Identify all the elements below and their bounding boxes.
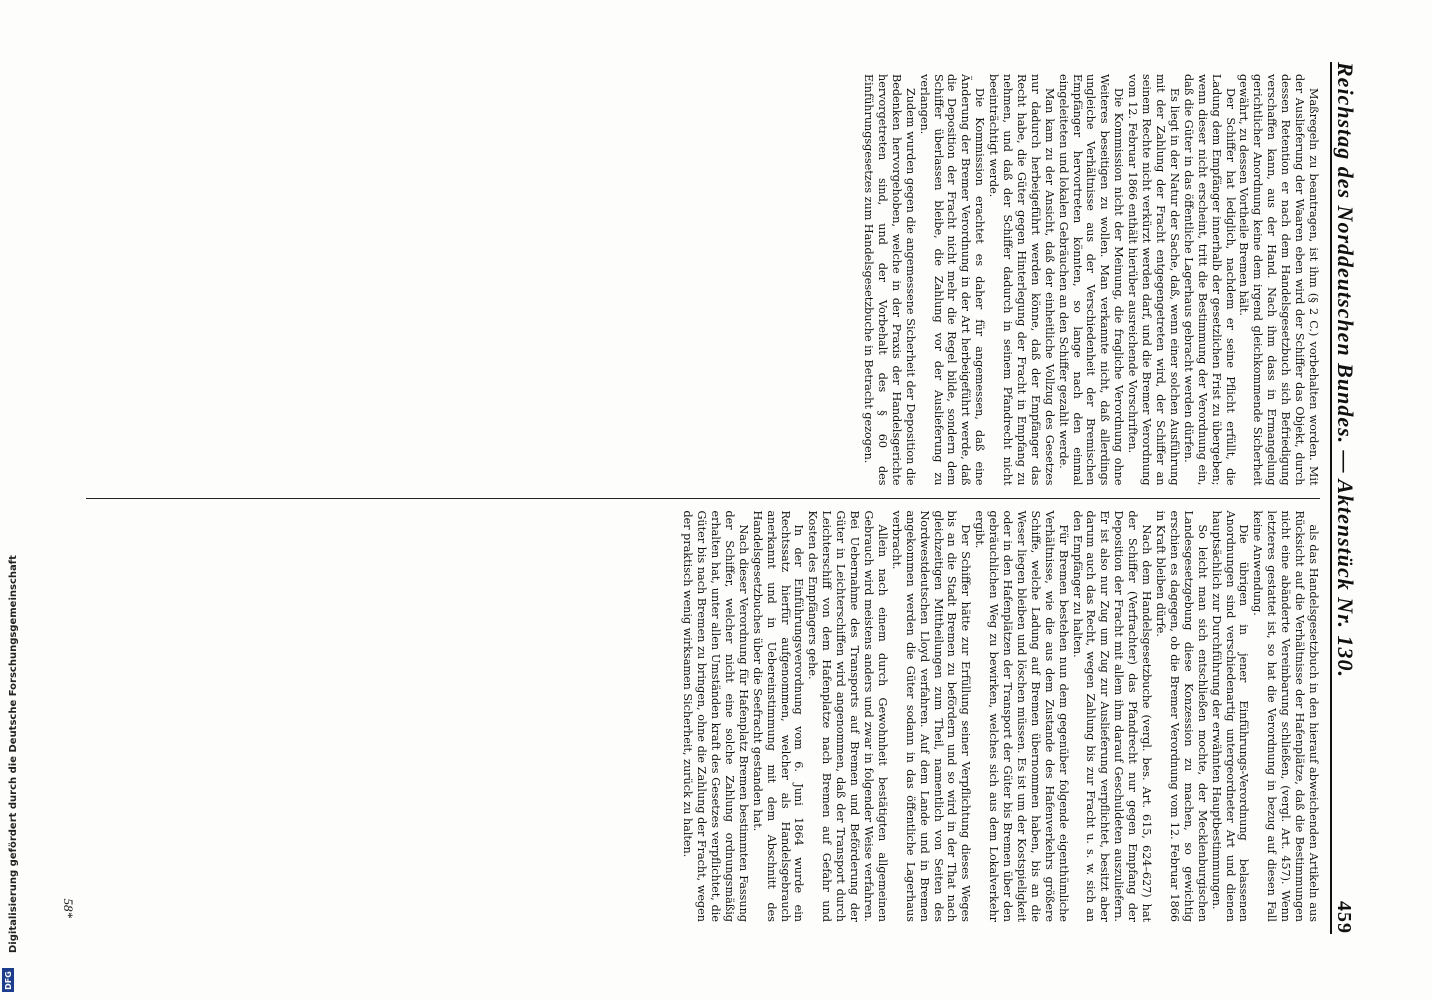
paragraph: Es liegt in der Natur der Sache, daß, wenn einer solchen Ausführung mit der Zahlung der Fracht entgegengetreten wird, der Schiffer an seinem Rechte nicht verkürzt werden darf, und die Bremer Verordnung vom 12. Februar 1866 enthält hierüber ausreichende Vorschriften. [1126, 74, 1181, 486]
paragraph: Die übrigen in jener Einführungs-Verordnung belassenen Anordnungen sind verschiedenartig untergeordneter Art und dienen hauptsächlich zur Durchführung der erwähnten Hauptbestimmungen. [1209, 510, 1251, 922]
paragraph: Maßregeln zu beantragen, ist ihm (§ 2 C.) vorbehalten worden. Mit der Auslieferung der Waaren eben wird der Schiffer das Objekt, durch dessen Retention er nach dem Handelsgesetzbuch sich Befriedigung verschaffen kann, aus der Hand. Nach ihm dass in Ermangelung gerichtlicher Anordnung keine dem irgend gleichkommende Sicherheit gewährt, zu dessen Vortheile Bremen hält. [1237, 74, 1320, 486]
paragraph: Allein nach einem durch Gewohnheit bestätigten allgemeinen Gebrauch wird meistens anders und zwar in folgender Weise verfahren. Bei Uebernahme des Transports auf Bremen und Beförderung der Güter in Leichterschiffen wird angenommen, daß der Transport durch Leichterschiff von dem Hafenplatze nach Bremen auf Gefahr und Kosten des Empfängers gehe. [806, 510, 889, 922]
paragraph: So leicht man sich entschließen mochte, der Mecklenburgischen Landesgesetzgebung diese Konzession zu machen, so gewichtig erschien es dagegen, ob die Bremer Verordnung vom 12. Februar 1866 in Kraft bleiben dürfe. [1154, 510, 1209, 922]
credit-text: Digitalisierung gefördert durch die Deutsche Forschungsgemeinschaft [8, 555, 19, 953]
paragraph: Der Schiffer hätte zur Erfüllung seiner Verpflichtung dieses Weges bis an die Stadt Bremen zu befördern und so wird in der That nach gleichzeitigen Mittheilungen zum Theil, namentlich von Seiten des Nordwestdeutschen Lloyd verfahren. Auf dem Lande und in Bremen angekommen werden die Güter sodann in das öffentliche Lagerhaus verbracht. [889, 510, 973, 922]
column-left [86, 62, 1320, 498]
page-number: 459 [1333, 901, 1355, 934]
paragraph: Nach dem Handelsgesetzbuche (vergl. bes. Art. 615, 624–627) hat der Schiffer (Verfrachter) das Pfandrecht nur gegen Empfang der Deposition der Fracht mit allem ihm darauf Geschuldeten auszuliefern. Er ist also nur Zug um Zug zur Auslieferung verpflichtet, besitzt aber darum auch das Recht, wegen Zahlung bis zur Fracht u. s. w. sich an den Empfänger zu halten. [1070, 510, 1154, 922]
column-right [86, 499, 1320, 935]
paragraph: In der Einführungsverordnung vom 6. Juni 1864 wurde ein Rechtssatz hierfür aufgenommen, welcher als Handelsgebrauch anerkannt und in Uebereinstimmung mit dem Abschnitt des Handelsgesetzbuches über die Seefracht gestanden hat. [750, 510, 806, 922]
sheet-signature: 58* [61, 898, 76, 918]
dfg-logo: DFG [2, 968, 14, 992]
header-title: Reichstag des Norddeutschen Bundes. — Aktenstück Nr. 130. [1333, 62, 1358, 679]
paragraph: als das Handelsgesetzbuch in den hierauf abweichenden Artikeln aus Rücksicht auf die Verhältnisse der Hafenplätze, daß die Bestimmungen nicht eine abänderte Vereinbarung schließen, (vergl. Art. 457). Wenn letzteres gestattet ist, so hat die Verordnung in bezug auf diesen Fall keine Anwendung. [1251, 510, 1320, 922]
paragraph: Nach dieser Verordnung für Hafenplatz Bremen bestimmten Fassung der Schiffer, welcher nicht eine solche Zahlung ordnungsmäßig erhalten hat, unter allen Umständen kraft des Gesetzes verpflichtet, die Güter bis nach Bremen zu bringen, ohne die Zahlung der Fracht, wegen der praktisch wenig wirksamen Sicherheit, zurück zu halten. [681, 510, 750, 922]
paragraph: Der Schiffer hat lediglich, nachdem er seine Pflicht erfüllt, die Ladung dem Empfänger innerhalb der gesetzlichen Frist zu übergeben; wenn dieser nicht erscheint, tritt die Bestimmung der Verordnung ein, daß die Güter in das öffentliche Lagerhaus gebracht werden dürfen. [1181, 74, 1237, 486]
running-header [1330, 62, 1358, 934]
rotated-scan [46, 22, 1386, 978]
digitization-credit [2, 0, 19, 994]
paragraph: Für Bremen bestehen nun dem gegenüber folgende eigenthümliche Verhältnisse, wie die aus dem Zustande des Hafenverkehrs größere Schiffe, welche Ladung auf Bremen übernommen haben, bis an die Weser liegen bleiben und löschen müssen. Es ist um der Kostspieligkeit oder in den Hafenplätzen der Transport der Güter bis Bremen über den gebräuchlichen Weg zu bewirken, welches sich aus dem Lokalverkehr ergibt. [973, 510, 1070, 922]
text-columns [86, 62, 1320, 934]
paragraph: Man kam zu der Ansicht, daß der einheitliche Vollzug des Gesetzes nur dadurch herbeigeführt werden könne, daß der Empfänger das Recht habe, die Güter gegen Hinterlegung der Fracht in Empfang zu nehmen, und daß der Schiffer dadurch in seinem Pfandrecht nicht beeinträchtigt werde. [987, 74, 1056, 486]
paragraph: Die Kommission nicht der Meinung, die fragliche Verordnung ohne Weiteres beseitigen zu wollen. Man verkannte nicht, daß allerdings ungleiche Verhältnisse aus der Verschiedenheit der Bremischen Empfänger hervortreten könnten, so lange nach den einmal eingeleiteten und lokalen Gebräuchen an den Schiffer gezahlt werde. [1056, 74, 1126, 486]
paragraph: Zudem wurden gegen die angemessene Sicherheit der Deposition die Bedenken hervorgehoben, welche in der Praxis der Handelsgerichte hervorgetreten sind, und der Vorbehalt des § 60 des Einführungsgesetzes zum Handelsgesetzbuche in Betracht gezogen. [862, 74, 917, 486]
paragraph: Die Kommission erachtet es daher für angemessen, daß eine Änderung der Bremer Verordnung in der Art herbeigeführt werde, daß die Deposition der Fracht nicht mehr die Regel bilde, sondern dem Schiffer überlassen bleibe, die Zahlung vor der Auslieferung zu verlangen. [917, 74, 987, 486]
